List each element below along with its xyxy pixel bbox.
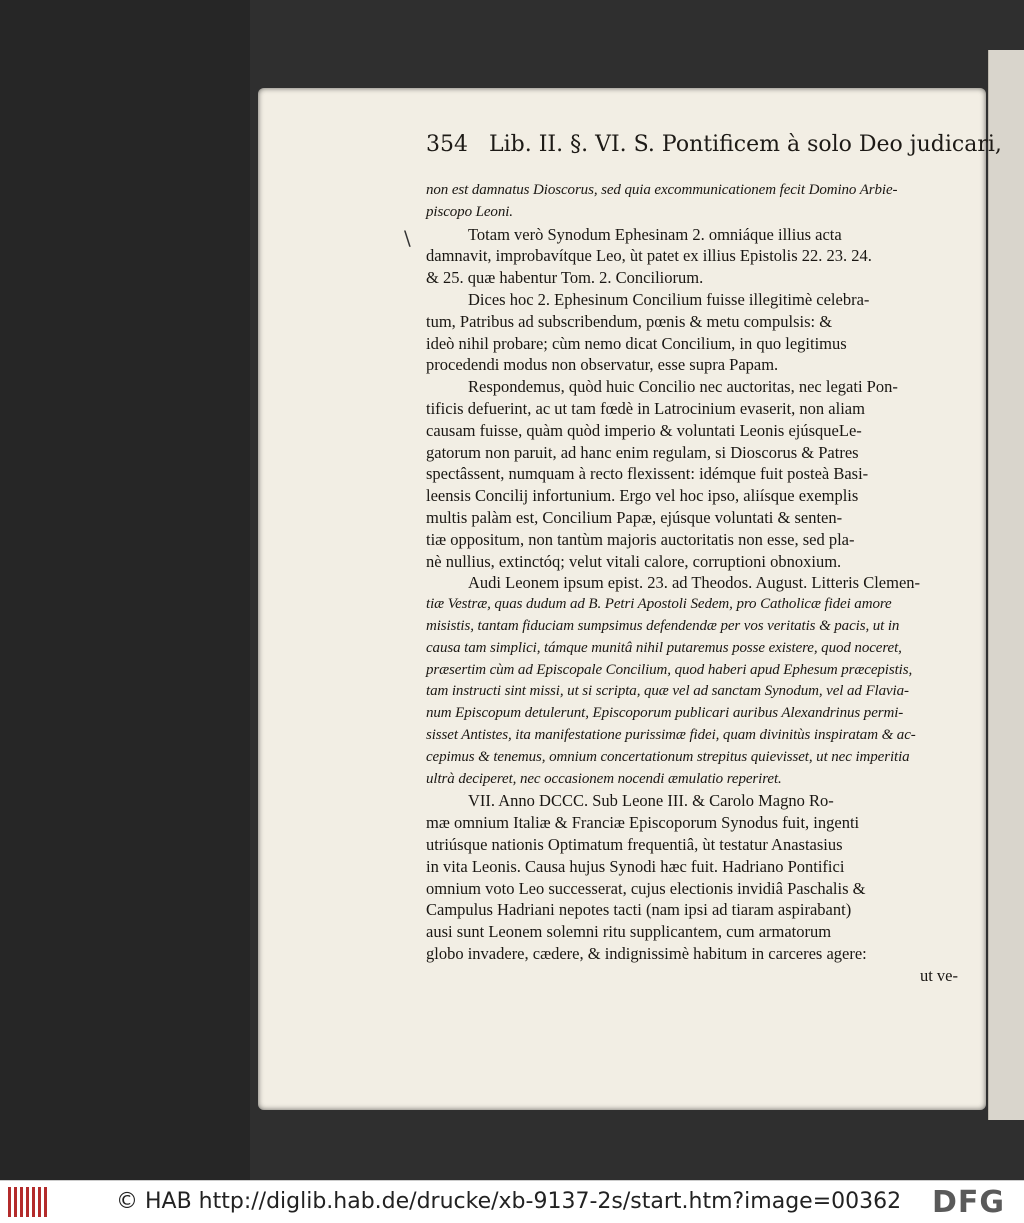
text-line: num Episcopum detulerunt, Episcoporum publicari auribus Alexandrinus permi- (426, 705, 904, 722)
text-line: nè nullius, extinctóq; velut vitali calore, corruptioni obnoxium. (426, 551, 842, 571)
text-line: ut ve- (919, 965, 958, 985)
text-line: causam fuisse, quàm quòd imperio & voluntati Leonis ejúsqueLe- (426, 420, 862, 440)
text-line: ausi sunt Leonem solemni ritu supplicantem, cum armatorum (426, 922, 832, 942)
text-line: leensis Concilij infortunium. Ergo vel hoc ipso, aliísque exemplis (426, 486, 859, 506)
text-line: cepimus & tenemus, omnium concertationum strepitus quievisset, ut nec imperitia (426, 748, 910, 765)
text-line: non est damnatus Dioscorus, sed quia excommunicationem fecit Domino Arbie- (426, 182, 898, 198)
page-body-text (426, 180, 958, 986)
margin-mark: \ (404, 226, 411, 250)
text-line: causa tam simplici, támque munitâ nihil putaremus posse existere, quod noceret, (426, 639, 902, 656)
page-number: 354 (426, 132, 468, 157)
text-line: Dices hoc 2. Ephesinum Concilium fuisse illegitimè celebra- (468, 289, 870, 309)
text-line: in vita Leonis. Causa hujus Synodi hæc fuit. Hadriano Pontifici (426, 856, 845, 876)
text-line: utriúsque nationis Optimatum frequentiâ, ùt testatur Anastasius (426, 834, 843, 854)
text-line: tum, Patribus ad subscribendum, pœnis & metu compulsis: & (426, 311, 833, 331)
text-line: Audi Leonem ipsum epist. 23. ad Theodos. August. Litteris Clemen- (468, 573, 921, 593)
facing-page-edge (988, 50, 1024, 1120)
text-line: ideò nihil probare; cùm nemo dicat Concilium, in quo legitimus (426, 333, 847, 353)
text-line: Campulus Hadriani nepotes tacti (nam ipsi ad tiaram aspirabant) (426, 900, 852, 920)
text-line: Totam verò Synodum Ephesinam 2. omniáque illius acta (468, 224, 842, 244)
page-header (426, 132, 1002, 168)
text-line: omnium voto Leo successerat, cujus electionis invidiâ Paschalis & (426, 878, 866, 898)
text-line: præsertim cùm ad Episcopale Concilium, quod haberi apud Ephesum præcepistis, (426, 661, 913, 678)
text-line: misistis, tantam fiduciam sumpsimus defendendæ per vos veritatis & pacis, ut in (426, 617, 900, 634)
text-line: tam instructi sint missi, ut si scripta, quæ vel ad sanctam Synodum, vel ad Flavia- (426, 683, 909, 700)
text-line: gatorum non paruit, ad hanc enim regulam, si Dioscorus & Patres (426, 442, 859, 462)
text-line: spectâssent, numquam à recto flexissent: idémque fuit posteà Basi- (426, 464, 869, 484)
text-line: piscopo Leoni. (426, 203, 513, 220)
text-line: ultrà deciperet, nec occasionem nocendi æmulatio reperiret. (426, 770, 782, 787)
book-page (258, 88, 1002, 1110)
dfg-logo: DFG (932, 1185, 1006, 1220)
text-line: Respondemus, quòd huic Concilio nec auctoritas, nec legati Pon- (468, 377, 898, 397)
text-line: VII. Anno DCCC. Sub Leone III. & Carolo Magno Ro- (468, 791, 834, 811)
text-line: damnavit, improbavítque Leo, ùt patet ex illius Epistolis 22. 23. 24. (426, 246, 872, 266)
copyright-url[interactable]: © HAB http://diglib.hab.de/drucke/xb-9137-2s/start.htm?image=00362 (116, 1189, 902, 1214)
text-line: multis palàm est, Concilium Papæ, ejúsque voluntati & senten- (426, 507, 843, 527)
text-line: tiæ Vestræ, quas dudum ad B. Petri Apostoli Sedem, pro Catholicæ fidei amore (426, 596, 892, 613)
hab-logo-icon (8, 1187, 48, 1217)
text-line: mæ omnium Italiæ & Franciæ Episcoporum Synodus fuit, ingenti (426, 813, 860, 833)
running-title: Lib. II. §. VI. S. Pontificem à solo Deo judicari, (489, 132, 1002, 157)
text-line: & 25. quæ habentur Tom. 2. Conciliorum. (426, 268, 704, 288)
text-line: tiæ oppositum, non tantùm majoris auctoritatis non esse, sed pla- (426, 529, 855, 549)
text-line: globo invadere, cædere, & indignissimè habitum in carceres agere: (426, 943, 867, 963)
footer-bar (0, 1180, 1024, 1223)
text-line: procedendi modus non observatur, esse supra Papam. (426, 355, 779, 375)
text-line: tificis defuerint, ac ut tam fœdè in Latrocinium evaserit, non aliam (426, 398, 865, 418)
viewer-background-left (0, 0, 250, 1180)
text-line: sisset Antistes, ita manifestatione purissimæ fidei, quam divinitùs inspiratam & ac- (426, 726, 916, 743)
